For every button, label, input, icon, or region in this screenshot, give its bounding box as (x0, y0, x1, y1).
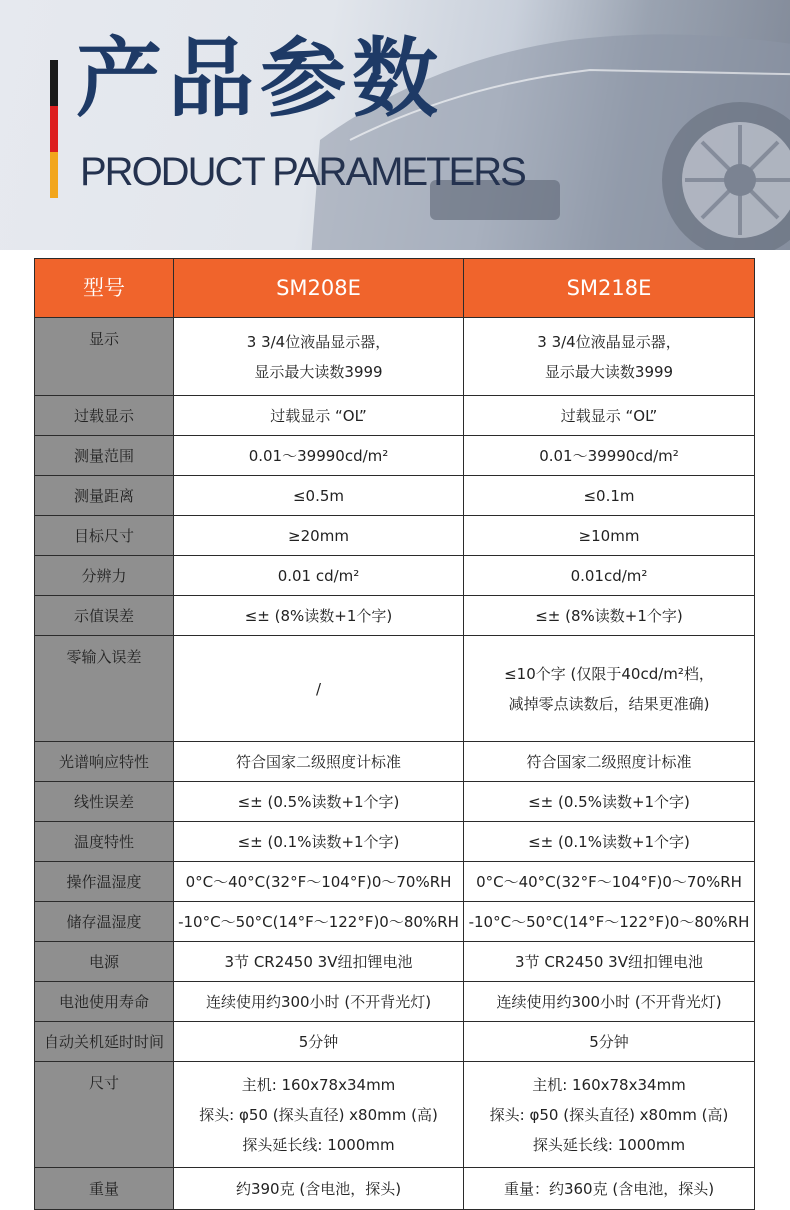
cell-line: ≤± (8%读数+1个字) (535, 606, 683, 625)
cell-sm218e (464, 556, 755, 596)
column-header-sm208e: SM208E (174, 259, 464, 318)
cell-line: 显示最大读数3999 (544, 362, 674, 381)
cell-sm208e (174, 862, 464, 902)
row-label: 显示 (35, 318, 174, 396)
table-row (35, 742, 755, 782)
cell-line: ≤0.5m (292, 486, 345, 505)
cell-line: 连续使用约300小时 (不开背光灯) (496, 992, 722, 1011)
cell-line: 过载显示 “OL” (270, 406, 367, 425)
cell-sm208e (174, 396, 464, 436)
cell-sm208e (174, 1168, 464, 1210)
cell-sm208e (174, 436, 464, 476)
cell-line: 显示最大读数3999 (254, 362, 383, 381)
cell-sm218e (464, 742, 755, 782)
table-row (35, 318, 755, 396)
table-row (35, 782, 755, 822)
cell-line: ≥10mm (578, 526, 640, 545)
page-subtitle: PRODUCT PARAMETERS (80, 150, 525, 194)
cell-line: 0.01～39990cd/m² (248, 446, 389, 465)
row-label: 线性误差 (35, 782, 174, 822)
cell-sm208e (174, 902, 464, 942)
cell-line: ≤± (0.5%读数+1个字) (528, 792, 690, 811)
cell-sm208e (174, 822, 464, 862)
cell-line: 连续使用约300小时 (不开背光灯) (205, 992, 432, 1011)
row-label: 零输入误差 (35, 636, 174, 742)
cell-line: 探头延长线: 1000mm (242, 1135, 395, 1154)
row-label: 储存温湿度 (35, 902, 174, 942)
cell-line: 减掉零点读数后，结果更准确) (508, 694, 710, 713)
row-label: 重量 (35, 1168, 174, 1210)
cell-line: -10°C～50°C(14°F～122°F)0～80%RH (468, 912, 750, 931)
table-row (35, 982, 755, 1022)
row-label: 操作温湿度 (35, 862, 174, 902)
table-row (35, 902, 755, 942)
parameters-table (34, 258, 755, 1210)
cell-line: 重量：约360克 (含电池，探头) (503, 1179, 715, 1198)
cell-sm218e (464, 902, 755, 942)
cell-sm218e (464, 982, 755, 1022)
german-flag-bar (50, 60, 58, 198)
table-row (35, 396, 755, 436)
cell-line: 0°C～40°C(32°F～104°F)0～70%RH (185, 872, 452, 891)
cell-line: 符合国家二级照度计标准 (235, 752, 401, 771)
cell-line: ≥20mm (288, 526, 349, 545)
cell-line: 探头延长线: 1000mm (532, 1135, 686, 1154)
header-banner (0, 0, 790, 250)
cell-line: 3节 CR2450 3V纽扣锂电池 (515, 952, 703, 971)
cell-sm208e (174, 556, 464, 596)
cell-line: / (315, 679, 322, 698)
cell-sm218e (464, 942, 755, 982)
row-label: 电源 (35, 942, 174, 982)
cell-sm208e (174, 318, 464, 396)
row-label: 温度特性 (35, 822, 174, 862)
cell-sm218e (464, 1022, 755, 1062)
cell-line: 0.01 cd/m² (277, 566, 360, 585)
column-header-sm218e: SM218E (464, 259, 755, 318)
cell-sm208e (174, 942, 464, 982)
table-row (35, 942, 755, 982)
row-label: 光谱响应特性 (35, 742, 174, 782)
cell-sm218e (464, 436, 755, 476)
column-header-model: 型号 (35, 259, 174, 318)
cell-sm208e (174, 742, 464, 782)
table-header-row (35, 259, 755, 318)
table-row (35, 596, 755, 636)
row-label: 过载显示 (35, 396, 174, 436)
cell-sm208e (174, 596, 464, 636)
table-row (35, 516, 755, 556)
cell-sm218e (464, 516, 755, 556)
cell-sm218e (464, 396, 755, 436)
row-label: 尺寸 (35, 1062, 174, 1168)
row-label: 测量范围 (35, 436, 174, 476)
cell-sm218e (464, 782, 755, 822)
cell-line: ≤± (8%读数+1个字) (244, 606, 393, 625)
cell-line: 探头: φ50 (探头直径) x80mm (高) (489, 1105, 729, 1124)
page-title: 产品参数 (76, 29, 444, 129)
row-label: 示值误差 (35, 596, 174, 636)
cell-sm218e (464, 596, 755, 636)
table-row (35, 636, 755, 742)
cell-sm218e (464, 1062, 755, 1168)
cell-line: 约390克 (含电池，探头) (235, 1179, 402, 1198)
cell-line: 5分钟 (298, 1032, 339, 1051)
cell-sm208e (174, 1062, 464, 1168)
cell-sm208e (174, 476, 464, 516)
cell-line: -10°C～50°C(14°F～122°F)0～80%RH (178, 912, 459, 931)
cell-line: ≤0.1m (583, 486, 635, 505)
cell-line: 0.01cd/m² (570, 566, 648, 585)
cell-sm208e (174, 1022, 464, 1062)
table-row (35, 436, 755, 476)
cell-sm208e (174, 636, 464, 742)
table-row (35, 1168, 755, 1210)
table-row (35, 1062, 755, 1168)
cell-sm208e (174, 982, 464, 1022)
table-row (35, 862, 755, 902)
cell-sm208e (174, 516, 464, 556)
cell-line: 过载显示 “OL” (560, 406, 658, 425)
cell-line: 3节 CR2450 3V纽扣锂电池 (224, 952, 413, 971)
cell-sm218e (464, 318, 755, 396)
cell-line: ≤± (0.1%读数+1个字) (528, 832, 690, 851)
cell-sm218e (464, 476, 755, 516)
cell-sm218e (464, 1168, 755, 1210)
table-row (35, 822, 755, 862)
cell-sm218e (464, 822, 755, 862)
cell-sm218e (464, 636, 755, 742)
cell-line: 探头: φ50 (探头直径) x80mm (高) (199, 1105, 438, 1124)
cell-line: 5分钟 (589, 1032, 629, 1051)
cell-sm208e (174, 782, 464, 822)
cell-line: 0°C～40°C(32°F～104°F)0～70%RH (476, 872, 742, 891)
row-label: 目标尺寸 (35, 516, 174, 556)
row-label: 电池使用寿命 (35, 982, 174, 1022)
row-label: 自动关机延时时间 (35, 1022, 174, 1062)
table-row (35, 1022, 755, 1062)
cell-line: 0.01～39990cd/m² (539, 446, 679, 465)
row-label: 测量距离 (35, 476, 174, 516)
cell-line: 3 3/4位液晶显示器， (537, 332, 681, 351)
cell-line: 主机: 160x78x34mm (532, 1075, 686, 1094)
cell-line: 主机: 160x78x34mm (241, 1075, 396, 1094)
cell-line: 3 3/4位液晶显示器， (246, 332, 391, 351)
cell-sm218e (464, 862, 755, 902)
cell-line: ≤± (0.5%读数+1个字) (237, 792, 400, 811)
cell-line: 符合国家二级照度计标准 (526, 752, 692, 771)
row-label: 分辨力 (35, 556, 174, 596)
cell-line: ≤10个字 (仅限于40cd/m²档， (504, 664, 714, 683)
table-row (35, 556, 755, 596)
cell-line: ≤± (0.1%读数+1个字) (237, 832, 400, 851)
table-row (35, 476, 755, 516)
